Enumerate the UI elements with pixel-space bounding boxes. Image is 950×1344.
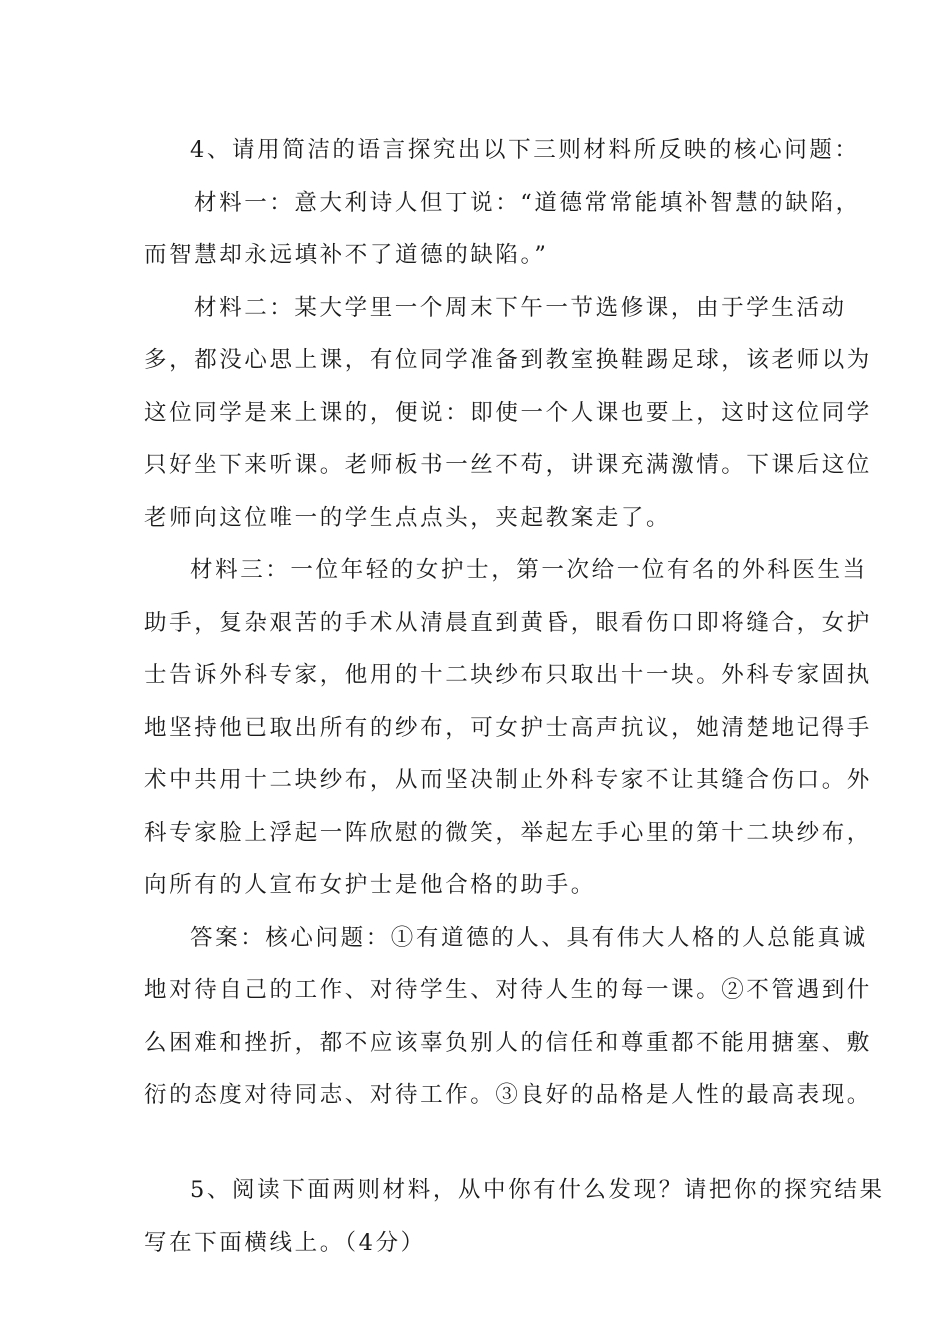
material-3-line-5: 术中共用十二块纱布，从而坚决制止外科专家不让其缝合伤口。外	[144, 767, 872, 793]
material-3-line-7: 向所有的人宣布女护士是他合格的助手。	[144, 872, 596, 898]
material-3-line-4: 地坚持他已取出所有的纱布，可女护士高声抗议，她清楚地记得手	[144, 715, 872, 741]
material-2-line-3: 这位同学是来上课的，便说：即使一个人课也要上，这时这位同学	[144, 400, 872, 426]
material-3-line-2: 助手，复杂艰苦的手术从清晨直到黄昏，眼看伤口即将缝合，女护	[144, 610, 872, 636]
material-2-line-4: 只好坐下来听课。老师板书一丝不苟，讲课充满激情。下课后这位	[144, 452, 872, 478]
answer-line-4: 衍的态度对待同志、对待工作。③良好的品格是人性的最高表现。	[144, 1082, 872, 1108]
answer-line-2: 地对待自己的工作、对待学生、对待人生的每一课。②不管遇到什	[144, 977, 872, 1003]
material-3-line-1: 材料三：一位年轻的女护士，第一次给一位有名的外科医生当	[190, 557, 868, 583]
material-3-line-6: 科专家脸上浮起一阵欣慰的微笑，举起左手心里的第十二块纱布，	[144, 820, 872, 846]
material-2-line-2: 多，都没心思上课，有位同学准备到教室换鞋踢足球，该老师以为	[144, 347, 872, 373]
material-2-line-1: 材料二：某大学里一个周末下午一节选修课，由于学生活动	[194, 295, 847, 321]
question-5-prompt-line-1: 5、阅读下面两则材料，从中你有什么发现？请把你的探究结果	[190, 1177, 885, 1203]
question-5-prompt-line-2: 写在下面横线上。（4分）	[144, 1230, 426, 1256]
question-4-prompt: 4、请用简洁的语言探究出以下三则材料所反映的核心问题：	[190, 137, 860, 163]
material-3-line-3: 士告诉外科专家，他用的十二块纱布只取出十一块。外科专家固执	[144, 662, 872, 688]
answer-line-3: 么困难和挫折，都不应该辜负别人的信任和尊重都不能用搪塞、敷	[144, 1030, 872, 1056]
material-2-line-5: 老师向这位唯一的学生点点头，夹起教案走了。	[144, 505, 672, 531]
answer-line-1: 答案：核心问题：①有道德的人、具有伟大人格的人总能真诚	[190, 925, 868, 951]
material-1-line-2: 而智慧却永远填补不了道德的缺陷。”	[144, 242, 549, 268]
material-1-line-1: 材料一：意大利诗人但丁说：“道德常常能填补智慧的缺陷，	[194, 190, 861, 216]
